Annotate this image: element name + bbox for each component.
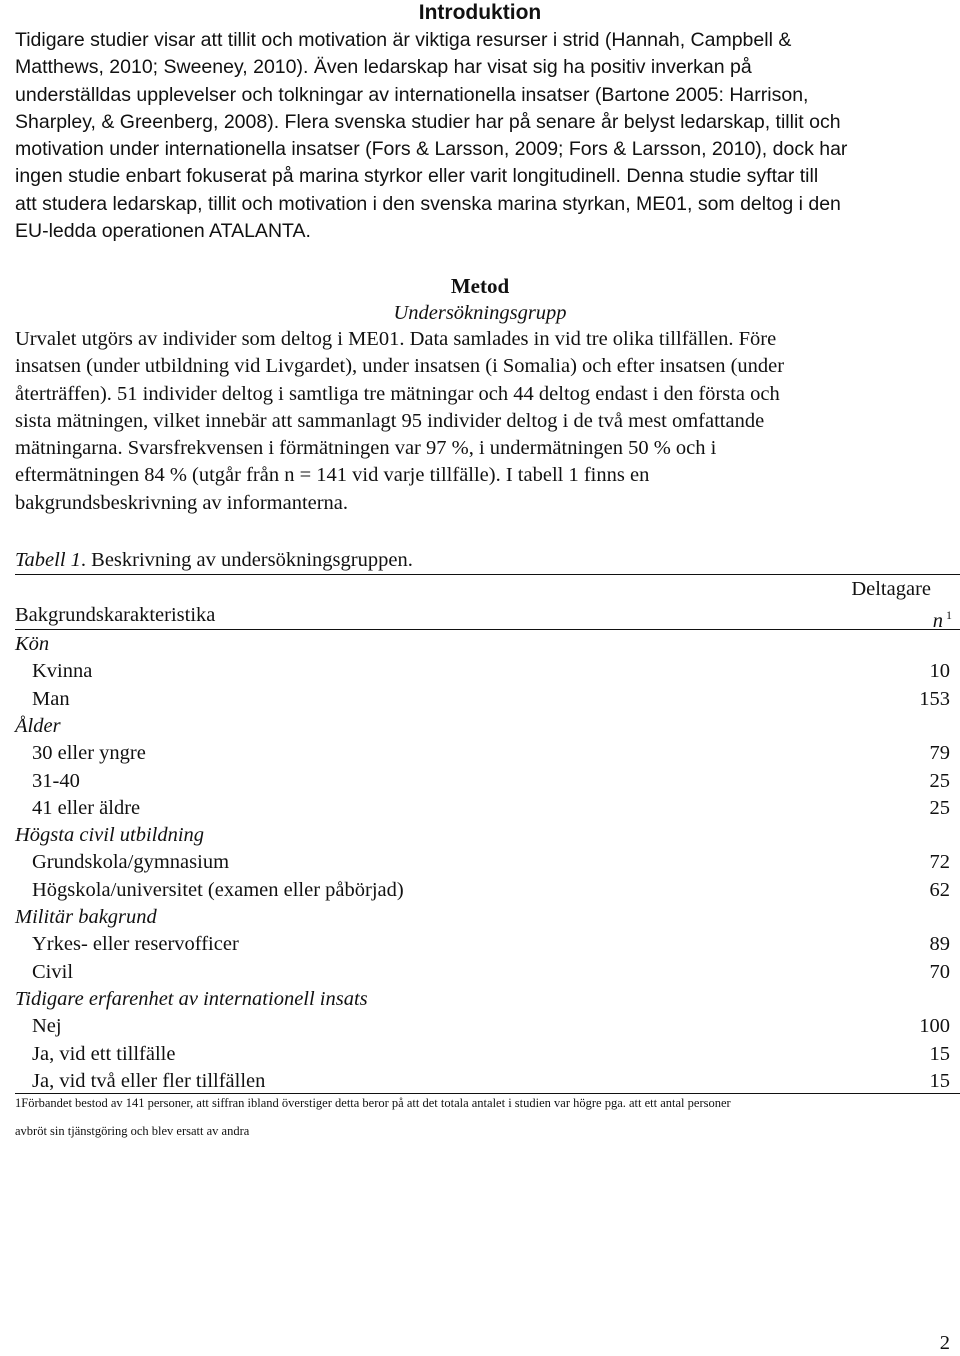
method-subheading: Undersökningsgrupp xyxy=(393,302,567,324)
table-row xyxy=(15,795,950,822)
row-label: Ja, vid två eller fler tillfällen xyxy=(32,1069,266,1092)
method-line: sista mätningen, vilket innebär att sammanlagt 95 individer deltog i de två mest omfattande xyxy=(15,409,765,432)
row-label: Nej xyxy=(32,1015,62,1038)
row-label: 41 eller äldre xyxy=(32,796,141,819)
table-row xyxy=(15,959,950,986)
category-label: Tidigare erfarenhet av internationell insats xyxy=(15,987,368,1010)
row-value: 25 xyxy=(929,769,950,792)
table-row xyxy=(15,740,950,767)
method-line: insatsen (under utbildning vid Livgardet), under insatsen (i Somalia) och efter insatsen (under xyxy=(15,355,785,378)
row-value: 15 xyxy=(929,1042,950,1065)
row-value: 79 xyxy=(929,742,950,765)
row-label: Högskola/universitet (examen eller påbörjad) xyxy=(32,878,404,901)
row-value: 100 xyxy=(919,1015,950,1038)
table-row xyxy=(15,877,950,904)
row-label: Ja, vid ett tillfälle xyxy=(32,1042,176,1065)
row-label: Civil xyxy=(32,960,74,983)
intro-line: ingen studie enbart fokuserat på marina styrkor eller varit longitudinell. Denna studie syftar till xyxy=(15,165,819,188)
table-bottom-rule xyxy=(15,1093,960,1094)
table-caption xyxy=(15,547,413,573)
row-label: Man xyxy=(32,687,70,710)
category-label: Högsta civil utbildning xyxy=(15,824,205,847)
table-row xyxy=(15,1068,950,1095)
table-row xyxy=(15,849,950,876)
table-row xyxy=(15,1013,950,1040)
row-value: 70 xyxy=(929,960,950,983)
footnote xyxy=(15,1096,950,1139)
table-top-rule xyxy=(15,574,960,575)
method-heading: Metod xyxy=(450,274,510,298)
row-value: 62 xyxy=(929,878,950,901)
intro-line: motivation under internationella insatser (Fors & Larsson, 2009; Fors & Larsson, 2010), dock har xyxy=(15,138,848,161)
table-row xyxy=(15,686,950,713)
table-header-rule xyxy=(15,629,960,630)
intro-line: EU-ledda operationen ATALANTA. xyxy=(15,220,311,243)
row-label: Yrkes- eller reservofficer xyxy=(32,933,239,956)
row-value: 15 xyxy=(929,1069,950,1092)
method-line: återträffen). 51 individer deltog i samtliga tre mätningar och 44 deltog endast i den första och xyxy=(15,382,780,405)
row-label: 31-40 xyxy=(32,769,80,792)
method-line: bakgrundsbeskrivning av informanterna. xyxy=(15,491,349,514)
table-body xyxy=(15,631,950,1093)
table-row xyxy=(15,931,950,958)
row-label: Kvinna xyxy=(32,660,93,683)
row-label: Grundskola/gymnasium xyxy=(32,851,230,874)
footnote-line: 1Förbandet bestod av 141 personer, att siffran ibland överstiger detta beror på att det totala antalet i studien var högre pga. att ett antal personer xyxy=(15,1096,731,1110)
intro-line: Tidigare studier visar att tillit och motivation är viktiga resurser i strid (Hannah, Campbell & xyxy=(15,29,792,51)
method-line: Urvalet utgörs av individer som deltog i ME01. Data samlades in vid tre olika tillfällen. Före xyxy=(15,328,777,350)
method-paragraph xyxy=(15,326,950,517)
table-caption-label: Tabell 1 xyxy=(15,549,81,571)
intro-line: Sharpley, & Greenberg, 2008). Flera svenska studier har på senare år belyst ledarskap, tillit och xyxy=(15,110,841,133)
category-label: Kön xyxy=(15,633,50,655)
intro-line: att studera ledarskap, tillit och motivation i den svenska marina styrkan, ME01, som deltog i den xyxy=(15,192,841,215)
n-symbol: n xyxy=(932,610,943,632)
row-value: 72 xyxy=(929,851,950,874)
table-row xyxy=(15,1041,950,1068)
table-category-row xyxy=(15,904,950,931)
row-label: 30 eller yngre xyxy=(32,742,146,765)
row-value: 153 xyxy=(919,687,950,710)
intro-paragraph xyxy=(15,27,950,245)
category-label: Ålder xyxy=(15,714,61,737)
table-caption-text: . Beskrivning av undersökningsgruppen. xyxy=(80,549,413,571)
row-value: 89 xyxy=(929,933,950,956)
table-category-row xyxy=(15,713,950,740)
table-column-group-header: Deltagare xyxy=(851,578,931,600)
method-line: mätningarna. Svarsfrekvensen i förmätningen var 97 %, i undermätningen 50 % och i xyxy=(15,437,717,460)
intro-line: Matthews, 2010; Sweeney, 2010). Även ledarskap har visat sig ha positiv inverkan på xyxy=(15,56,752,79)
table-row xyxy=(15,768,950,795)
footnote-line: avbröt sin tjänstgöring och blev ersatt av andra xyxy=(15,1124,250,1138)
table-column-label-header: Bakgrundskarakteristika xyxy=(15,604,216,626)
category-label: Militär bakgrund xyxy=(15,906,157,928)
table-category-row xyxy=(15,822,950,849)
table-category-row xyxy=(15,986,950,1013)
table-row xyxy=(15,658,950,685)
intro-heading: Introduktion xyxy=(418,1,542,24)
method-line: eftermätningen 84 % (utgår från n = 141 vid varje tillfälle). I tabell 1 finns en xyxy=(15,464,650,487)
footnote-marker: 1 xyxy=(946,608,952,622)
row-value: 10 xyxy=(929,660,950,683)
intro-line: underställdas upplevelser och tolkningar av internationella insatser (Bartone 2005: Harrison, xyxy=(15,83,809,106)
row-value: 25 xyxy=(929,796,950,819)
page-number: 2 xyxy=(939,1332,950,1354)
table-category-row xyxy=(15,631,950,658)
